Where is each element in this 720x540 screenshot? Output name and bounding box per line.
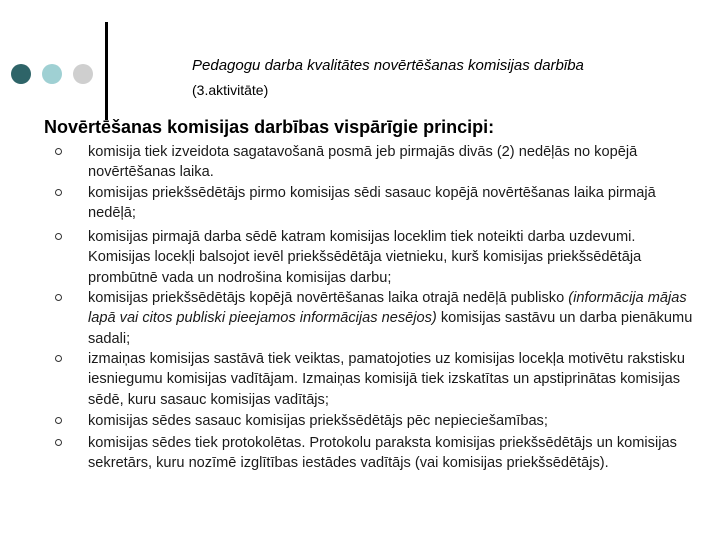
dot-gray-icon	[73, 64, 93, 84]
list-item-text: komisijas sēdes tiek protokolētas. Protokolu paraksta komisijas priekšsēdētājs un komisijas sekretārs, kuru nozīmē izglītības iestādes vadītājs (vai komisijas priekšsēdētājs).	[88, 435, 677, 472]
bullet-circle-icon	[55, 189, 62, 196]
list-item-text-part: komisijas priekšsēdētājs kopējā novērtēšanas laika otrajā nedēļā publisko	[88, 290, 569, 306]
list-item-text-part: komisijas sastāvu un darba pienākumu sadali;	[88, 310, 693, 347]
list-item-text: komisijas pirmajā darba sēdē katram komisijas loceklim tiek noteikti darba uzdevumi. Komisijas locekļi balsojot ievēl priekšsēdētāja vietnieku, kurš komisijas priekšsēdētāja prombūtnē vada un nodrošina komisijas darbu;	[88, 229, 642, 286]
list-item	[88, 411, 698, 431]
bullet-circle-icon	[55, 355, 62, 362]
dot-light-teal-icon	[42, 64, 62, 84]
dot-dark-teal-icon	[11, 64, 31, 84]
bullet-circle-icon	[55, 439, 62, 446]
list-item	[88, 183, 698, 224]
list-item-text: komisijas priekšsēdētājs pirmo komisijas sēdi sasauc kopējā novērtēšanas laika pirmajā nedēļā;	[88, 185, 656, 222]
list-item	[88, 227, 698, 288]
decorative-dots	[11, 64, 95, 86]
bullet-circle-icon	[55, 417, 62, 424]
list-item	[88, 142, 698, 183]
slide-header-title: Pedagogu darba kvalitātes novērtēšanas komisijas darbība	[192, 57, 584, 74]
list-item-text: komisija tiek izveidota sagatavošanā posmā jeb pirmajās divās (2) nedēļās no kopējā novērtēšanas laika.	[88, 144, 638, 181]
list-item	[88, 288, 698, 349]
list-item-text-italic: (informācija mājas lapā vai citos publiski pieejamos informācijas nesējos)	[88, 290, 687, 327]
list-item-text: izmaiņas komisijas sastāvā tiek veiktas, pamatojoties uz komisijas locekļa motivētu rakstisku iesniegumu komisijas vadītājam. Izmaiņas komisijā tiek izskatītas un apstiprinātas komisijas sēdē, kuru sasauc komisijas vadītājs;	[88, 351, 685, 408]
bullet-circle-icon	[55, 294, 62, 301]
bullet-circle-icon	[55, 233, 62, 240]
slide-header-subtitle: (3.aktivitāte)	[192, 82, 269, 98]
section-heading: Novērtēšanas komisijas darbības vispārīgie principi:	[44, 117, 495, 137]
vertical-rule	[105, 22, 108, 120]
list-item	[88, 433, 698, 474]
list-item	[88, 349, 698, 410]
list-item-text: komisijas sēdes sasauc komisijas priekšsēdētājs pēc nepieciešamības;	[88, 413, 548, 429]
bullet-circle-icon	[55, 148, 62, 155]
